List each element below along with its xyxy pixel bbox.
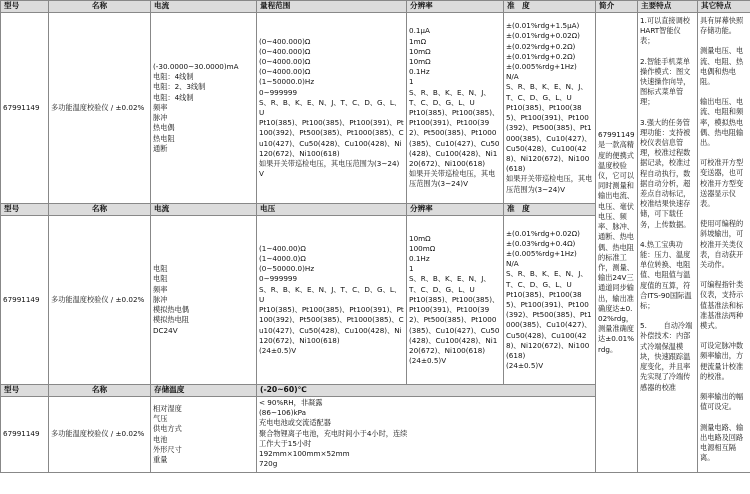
sec2-acc: ±(0.01%rdg+0.02Ω)	[506, 228, 580, 238]
sec2-ranges	[257, 216, 407, 385]
feature-item: 1.可以直接调校HART智能仪表；	[640, 16, 690, 46]
sec3-values	[257, 397, 596, 473]
sec3-value: < 90%RH，非凝露	[259, 398, 323, 407]
section-1-row	[1, 13, 750, 204]
other-item: 测量电压、电流、电阻、热电偶和热电阻。	[700, 46, 744, 87]
sec2-param: 电阻	[153, 274, 168, 284]
other-item: 可校准开方型变送器，也可校准开方型变送器显示仪表。	[700, 158, 744, 209]
header-features: 主要特点	[638, 1, 698, 13]
sec1-acc: ±(0.01%rdg+1.5μA)	[506, 21, 580, 31]
sec2-acc: (24±0.5)V	[506, 361, 544, 371]
sec1-range: (0~400.000)Ω	[259, 46, 311, 56]
header-name: 名称	[49, 1, 151, 13]
sec3-value: 192mm×100mm×52mm	[259, 449, 350, 459]
sec2-acc: N/A	[506, 259, 519, 269]
sec3-params	[151, 397, 257, 473]
model-cell-2: 67991149	[1, 216, 49, 385]
sec2-res: 10mΩ	[409, 233, 431, 243]
sec1-param: 电阻：4线制	[153, 92, 194, 102]
header-name-3: 名称	[49, 385, 151, 397]
sec1-range: (1~50000.0)Hz	[259, 77, 315, 87]
header-model: 型号	[1, 1, 49, 13]
sec3-param: 气压	[153, 414, 168, 424]
sec3-value: 720g	[259, 459, 278, 469]
sec2-res: (24±0.5)V	[409, 356, 447, 366]
other-item: 可设定脉冲数频率输出，方便流量计校准的校准。	[700, 341, 744, 381]
sec1-res: 10mΩ	[409, 46, 431, 56]
sec1-res: 0.1μA	[409, 26, 430, 36]
features-cell	[638, 13, 698, 473]
sec1-res: 10mΩ	[409, 56, 431, 66]
model-cell-3: 67991149	[1, 397, 49, 473]
sec1-res: Pt10(385)、Pt100(385)、Pt100(391)、Pt100(392)、Pt500(385)、Pt1000(385)、Cu10(427)、Cu50(428)、Cu100(428)、Ni120(672)、Ni100(618)	[409, 108, 500, 169]
sec1-acc: S、R、B、K、E、N、J、T、C、D、G、L、U	[506, 82, 588, 102]
sec3-value: 聚合物锂离子电池，充电时间小于4小时，连续工作大于15小时	[259, 428, 408, 448]
sec2-range: S、R、B、K、E、N、J、T、C、D、G、L、U	[259, 284, 402, 304]
sec3-param: 外形尺寸	[153, 444, 182, 454]
sec1-range: S、R、B、K、E、N、J、T、C、D、G、L、U	[259, 97, 402, 117]
sec2-acc: ±(0.005%rdg+1Hz)	[506, 248, 577, 258]
sec2-acc: S、R、B、K、E、N、J、T、C、D、G、L、U	[506, 269, 588, 289]
sec2-param: 模拟热电阻	[153, 315, 189, 325]
sec2-accuracy	[504, 216, 596, 385]
sec3-param: 供电方式	[153, 424, 182, 434]
sec1-param: 电阻：4线制	[153, 72, 194, 82]
sec1-res: 1mΩ	[409, 36, 427, 46]
sec1-res: 1	[409, 77, 414, 87]
sec1-range: (0~4000.00)Ω	[259, 56, 311, 66]
header-name-2: 名称	[49, 204, 151, 216]
sec1-param: 通断	[153, 143, 168, 153]
sec2-range: Pt10(385)、Pt100(385)、Pt100(391)、Pt100(392)、Pt500(385)、Pt1000(385)、Cu10(427)、Cu50(428)、Cu100(428)、Ni120(672)、Ni100(618)	[259, 305, 404, 345]
sec2-param: 模拟热电偶	[153, 305, 189, 315]
header-current: 电流	[151, 1, 257, 13]
header-intro: 简介	[596, 1, 638, 13]
header-model-3: 型号	[1, 385, 49, 397]
sec1-range: 如果开关带巡检电压，其电压范围为(3~24)V	[259, 159, 400, 179]
sec2-res: 1	[409, 264, 414, 274]
sec2-param: 频率	[153, 284, 168, 294]
sec1-accuracy	[504, 13, 596, 204]
sec2-resolution	[407, 216, 504, 385]
header-resolution: 分辨率	[407, 1, 504, 13]
sec1-acc: ±(0.01%rdg+0.2Ω)	[506, 51, 576, 61]
other-item: 输出电压、电流、电阻和频率，模拟热电偶、热电阻输出。	[700, 97, 744, 148]
sec1-acc: ±(0.02%rdg+0.2Ω)	[506, 41, 576, 51]
sec1-acc: 如果开关带巡检电压，其电压范围为(3~24)V	[506, 174, 593, 194]
sec1-param: 热电阻	[153, 133, 175, 143]
sec3-value: (86~106)kPa	[259, 408, 307, 418]
sec2-range: 0~999999	[259, 274, 298, 284]
header-accuracy-2: 准 度	[504, 204, 596, 216]
header-range: 量程范围	[257, 1, 407, 13]
sec1-param: 电阻：2、3线制	[153, 82, 206, 92]
sec1-range: 0~999999	[259, 87, 298, 97]
header-model-2: 型号	[1, 204, 49, 216]
sec1-res: S、R、B、K、E、N、J、T、C、D、G、L、U	[409, 87, 491, 107]
sec1-ranges	[257, 13, 407, 204]
sec1-acc: ±(0.01%rdg+0.02Ω)	[506, 31, 580, 41]
other-item: 测量电路、输出电路及回路电源相互隔离。	[700, 422, 744, 463]
sec1-res: 如果开关带巡检电压，其电压范围为(3~24)V	[409, 169, 496, 189]
sec2-param: DC24V	[153, 325, 178, 335]
sec2-params	[151, 216, 257, 385]
sec1-range: (0~400.000)Ω	[259, 36, 311, 46]
other-item: 可编程指针类仪表，支持示值基准法和标准基准法两种模式。	[700, 280, 744, 331]
sec2-range: (1~4000.0)Ω	[259, 254, 306, 264]
name-cell-3: 多功能温度校验仪 / ±0.02%	[49, 397, 151, 473]
other-item: 频率输出的幅值可设定。	[700, 392, 744, 412]
header-storage-temp: 存储温度	[151, 385, 257, 397]
name-cell-2: 多功能温度校验仪 / ±0.02%	[49, 216, 151, 385]
model-cell-1: 67991149	[1, 13, 49, 204]
sec2-res: S、R、B、K、E、N、J、T、C、D、G、L、U	[409, 274, 491, 294]
name-cell-1: 多功能温度校验仪 / ±0.02%	[49, 13, 151, 204]
sec2-range: (0~50000.0)Hz	[259, 264, 315, 274]
sec2-res: 100mΩ	[409, 243, 436, 253]
sec1-param: (-30.0000~30.0000)mA	[153, 62, 239, 72]
feature-item: 2.智能手机菜单操作模式：图文快速操作向导，图标式菜单管理；	[640, 56, 691, 107]
other-item: 使用可编程的斜坡输出，可校准开关类仪表，自动获开关动作。	[700, 219, 744, 270]
sec2-range: (1~400.00)Ω	[259, 243, 306, 253]
feature-item: 4.热工宝典功能：压力、温度单位转换、电阻值、电阻值与温度值的互算，符合ITS-90国际温标；	[640, 239, 692, 311]
sec2-res: 0.1Hz	[409, 254, 430, 264]
sec1-res: 0.1Hz	[409, 67, 430, 77]
sec1-param: 频率	[153, 102, 168, 112]
header-storage-temp-value: (-20~60)℃	[257, 385, 596, 397]
other-cell	[698, 13, 750, 473]
other-item: 具有屏幕快照存储功能。	[700, 16, 744, 36]
sec1-acc: ±(0.005%rdg+1Hz)	[506, 62, 577, 72]
sec3-param: 相对湿度	[153, 403, 182, 413]
sec2-acc: Pt10(385)、Pt100(385)、Pt100(391)、Pt100(392)、Pt500(385)、Pt1000(385)、Cu10(427)、Cu50(428)、Cu100(428)、Ni120(672)、Ni100(618)	[506, 289, 592, 361]
sec1-acc: N/A	[506, 72, 519, 82]
sec2-param: 脉冲	[153, 294, 168, 304]
sec1-range: Pt10(385)、Pt100(385)、Pt100(391)、Pt100(392)、Pt500(385)、Pt1000(385)、Cu10(427)、Cu50(428)、Cu100(428)、Ni120(672)、Ni100(618)	[259, 118, 404, 158]
header-row-1	[1, 1, 750, 13]
feature-item: 5. 自动冷端补偿技术：内部式冷端保温模块，快速跟踪温度变化，并且率先实现了冷端传感器的校准	[640, 321, 693, 392]
sec3-param: 电池	[153, 434, 168, 444]
header-other: 其它特点	[698, 1, 750, 13]
sec2-acc: ±(0.03%rdg+0.4Ω)	[506, 238, 576, 248]
sec3-param: 重量	[153, 454, 168, 464]
sec1-resolution	[407, 13, 504, 204]
sec1-params	[151, 13, 257, 204]
intro-cell: 67991149是一款高精度的便携式温度校验仪，它可以同时测量和输出电流、电压、毫伏电压、频率、脉冲、通断、热电偶、热电阻的标准工作，测量、输出24V三通道同步输出，输出准确度达±0.02%rdg，测量准确度达±0.01%rdg。	[596, 13, 638, 473]
feature-item: 3.强大的任务管理功能：支持被校仪表信息管理，校准过程数据记录，校准过程自动执行，数据自动分析，超差点自动标记，校准结果快速存储，可下载任务，上传数据。	[640, 117, 691, 229]
header-voltage-2: 电压	[257, 204, 407, 216]
header-accuracy: 准 度	[504, 1, 596, 13]
header-resolution-2: 分辨率	[407, 204, 504, 216]
sec1-param: 脉冲	[153, 113, 168, 123]
sec1-range: (0~4000.00)Ω	[259, 67, 311, 77]
header-current-2: 电流	[151, 204, 257, 216]
sec3-value: 充电电池或交流适配器	[259, 418, 331, 428]
sec1-acc: Pt10(385)、Pt100(385)、Pt100(391)、Pt100(392)、Pt500(385)、Pt1000(385)、Cu10(427)、Cu50(428)、Cu100(428)、Ni120(672)、Ni100(618)	[506, 102, 592, 174]
sec2-range: (24±0.5)V	[259, 345, 297, 355]
sec2-param: 电阻	[153, 264, 168, 274]
sec1-param: 热电偶	[153, 123, 175, 133]
sec2-res: Pt10(385)、Pt100(385)、Pt100(391)、Pt100(392)、Pt500(385)、Pt1000(385)、Cu10(427)、Cu50(428)、Cu100(428)、Ni120(672)、Ni100(618)	[409, 294, 500, 355]
